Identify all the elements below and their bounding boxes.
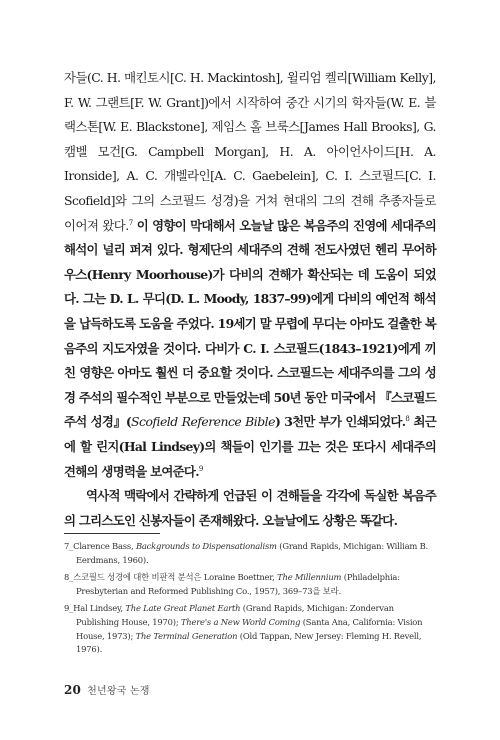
footnote-8-title: The Millennium (277, 572, 342, 583)
footnote-9-pub-2: (Santa Ana, California: Vision House, 1973); (76, 616, 423, 641)
footnote-7-title: Backgrounds to Dispensationalism (135, 541, 277, 551)
footnote-8-text: 8_스코필드 성경에 대한 비판적 분석은 Loraine Boettner, (64, 572, 278, 583)
paragraph-1-text-d: 최근에 할 린지(Hal Lindsey)의 책들이 인기를 끄는 것은 또다시 세대주의 견해의 생명력을 보여준다. (64, 414, 437, 479)
running-title: 천년왕국 논쟁 (87, 686, 150, 697)
footnote-9-title-3: The Terminal Generation (135, 630, 238, 641)
paragraph-2: 역사적 맥락에서 간략하게 언급된 이 견해들을 각각에 독실한 복음주의 그리스도인 신봉자들이 존재해왔다. 오늘날에도 상황은 똑같다. (64, 488, 436, 528)
footnotes (64, 540, 436, 661)
paragraph-1-text-c: ) 3천만 부가 인쇄되었다. (274, 414, 406, 430)
footnote-7 (64, 540, 436, 567)
footnote-8 (64, 571, 436, 598)
page-number: 20 (64, 683, 82, 697)
footnote-ref-9: 9 (198, 464, 203, 473)
footnote-7-text: 7_Clarence Bass, (64, 541, 136, 551)
main-text (64, 66, 436, 533)
footnote-7-pub: (Grand Rapids, Michigan: William B. Eerdmans, 1960). (76, 541, 428, 565)
footnote-ref-8: 8 (405, 415, 410, 424)
footnote-9-pub-1: (Grand Rapids, Michigan: Zondervan Publishing House, 1970); (76, 603, 394, 627)
paragraph-1 (64, 66, 436, 484)
footnote-9 (64, 602, 436, 656)
footnote-ref-7: 7 (128, 218, 133, 227)
scofield-title-italic: Scofield Reference Bible (131, 414, 275, 430)
paragraph-1-text-b: 이 영향이 막대해서 오늘날 많은 복음주의 진영에 세대주의 해석이 널리 퍼져 있다. 형제단의 세대주의 견해 전도사였던 헨리 무어하우스(Henry Moorhouse)가 다비의 견해가 확산되는 데 도움이 되었다. 그는 D. L. 무디(D. L. Moody, 1837–99)에게 다비의 예언적 해석을 납득하도록 도움을 주었다. 19세기 말 무렵에 무디는 아마도 걸출한 복음주의 지도자였을 것이다. 다비가 C. I. 스코필드(1843–1921)에게 끼친 영향은 아마도 훨씬 더 중요할 것이다. 스코필드는 세대주의를 그의 성경 주석의 필수적인 부분으로 만들었는데 50년 동안 미국에서 『스코필드 주석 성경』( (64, 217, 436, 430)
footnote-9-pub-3: (Old Tappan, New Jersey: Fleming H. Revell, 1976). (76, 630, 422, 655)
footnote-8-pub: (Philadelphia: Presbyterian and Reformed Publishing Co., 1957), 369–73을 보라. (76, 572, 400, 596)
paragraph-1-text: 자들(C. H. 매킨토시[C. H. Mackintosh], 윌리엄 켈리[William Kelly], F. W. 그랜트[F. W. Grant])에서 시작하여 중간 시기의 학자들(W. E. 블랙스톤[W. E. Blackstone], 제임스 홀 브룩스[James Hall Brooks], G. 캠벨 모건[G. Campbell Morgan], H. A. 아이언사이드[H. A. Ironside], A. C. 개벨라인[A. C. Gaebelein], C. I. 스코필드[C. I. Scofield]와 그의 스코필드 성경)을 거쳐 현대의 그의 견해 추종자들로 이어져 왔다. (64, 70, 436, 233)
footnote-9-title-2: There's a New World Coming (180, 616, 301, 627)
page-footer (64, 682, 150, 697)
footnote-divider (64, 533, 160, 534)
footnote-9-title-1: The Late Great Planet Earth (125, 603, 241, 614)
footnote-9-text: 9_Hal Lindsey, (64, 603, 126, 614)
